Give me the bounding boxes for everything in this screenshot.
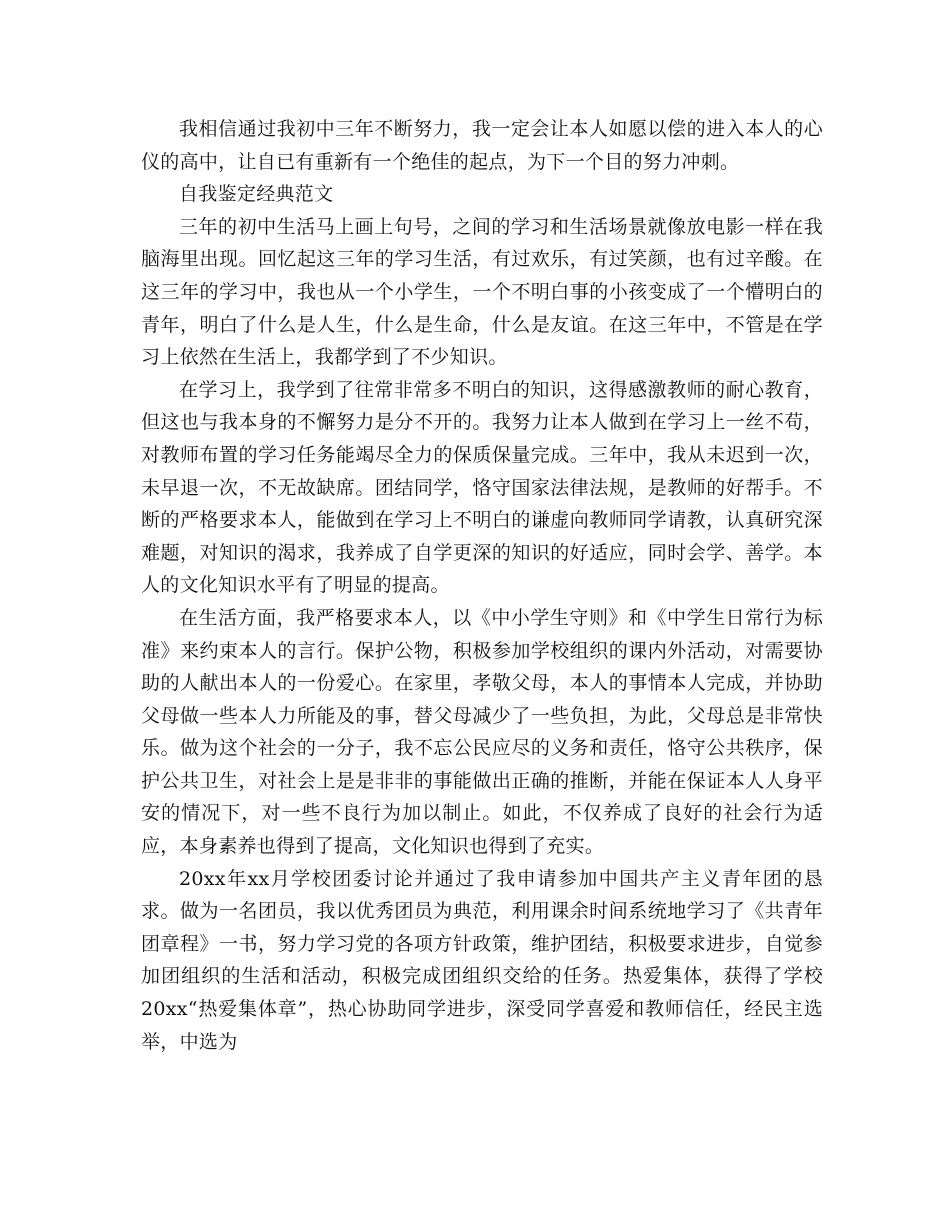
section-heading: 自我鉴定经典范文 bbox=[179, 183, 334, 206]
paragraph-4: 在生活方面，我严格要求本人，以《中小学生守则》和《中学生日常行为标准》来约束本人的言行。保护公物，积极参加学校组织的课内外活动，对需要协助的人献出本人的一份爱心。在家里，孝敬父母，本人的事情本人完成，并协助父母做一些本人力所能及的事，替父母减少了一些负担，为此，父母总是非常快乐。做为这个社会的一分子，我不忘公民应尽的义务和责任，恪守公共秩序，保护公共卫生，对社会上是是非非的事能做出正确的推断，并能在保证本人人身平安的情况下，对一些不良行为加以制止。如此，不仅养成了良好的社会行为适应，本身素养也得到了提高，文化知识也得到了充实。 bbox=[141, 606, 823, 858]
paragraph-1: 我相信通过我初中三年不断努力，我一定会让本人如愿以偿的进入本人的心仪的高中，让自已有重新有一个绝佳的起点，为下一个目的努力冲刺。 bbox=[141, 118, 823, 173]
paragraph-2: 三年的初中生活马上画上句号，之间的学习和生活场景就像放电影一样在我脑海里出现。回忆起这三年的学习生活，有过欢乐，有过笑颜，也有过辛酸。在这三年的学习中，我也从一个小学生，一个不明白事的小孩变成了一个懵明白的青年，明白了什么是人生，什么是生命，什么是友谊。在这三年中，不管是在学习上依然在生活上，我都学到了不少知识。 bbox=[141, 215, 823, 369]
paragraph-3: 在学习上，我学到了往常非常多不明白的知识，这得感激教师的耐心教育，但这也与我本身的不懈努力是分不开的。我努力让本人做到在学习上一丝不苟，对教师布置的学习任务能竭尽全力的保质保量完成。三年中，我从未迟到一次，未早退一次，不无故缺席。团结同学，恪守国家法律法规，是教师的好帮手。不断的严格要求本人，能做到在学习上不明白的谦虚向教师同学请教，认真研究深难题，对知识的渴求，我养成了自学更深的知识的好适应，同时会学、善学。本人的文化知识水平有了明显的提高。 bbox=[141, 378, 823, 597]
paragraph-5: 20xx年xx月学校团委讨论并通过了我申请参加中国共产主义青年团的恳求。做为一名团员，我以优秀团员为典范，利用课余时间系统地学习了《共青年团章程》一书，努力学习党的各项方针政策，维护团结，积极要求进步，自觉参加团组织的生活和活动，积极完成团组织交给的任务。热爱集体，获得了学校20xx“热爱集体章”，热心协助同学进步，深受同学喜爱和教师信任，经民主选举，中选为 bbox=[141, 867, 823, 1053]
document-body bbox=[141, 113, 823, 1058]
